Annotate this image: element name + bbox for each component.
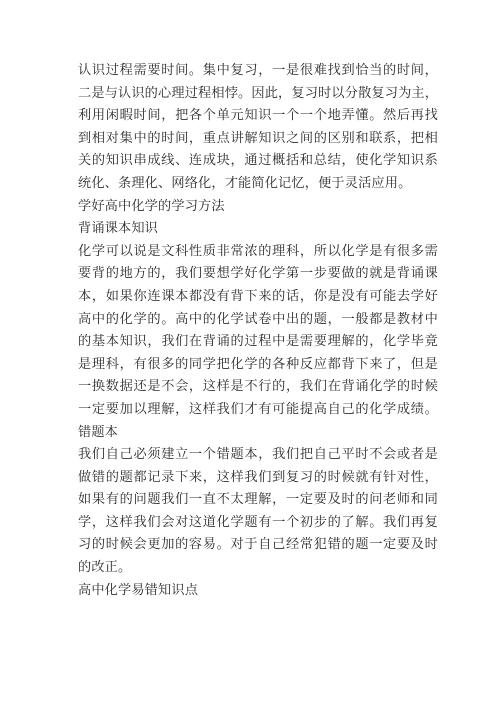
paragraph-line: 学，这样我们会对这道化学题有一个初步的了解。我们再复: [78, 514, 438, 530]
paragraph-line: 我们自己必须建立一个错题本，我们把自己平时不会或者是: [78, 447, 438, 463]
paragraph-line: 本，如果你连课本都没有背下来的话，你是没有可能去学好: [78, 288, 438, 304]
section-heading: 学好高中化学的学习方法: [78, 198, 225, 214]
paragraph-line: 统化、条理化、网络化，才能简化记忆，便于灵活应用。: [78, 175, 412, 191]
paragraph-line: 化学可以说是文科性质非常浓的理科，所以化学是有很多需: [78, 243, 438, 259]
paragraph-line: 的基本知识，我们在背诵的过程中是需要理解的，化学毕竟: [78, 334, 438, 350]
paragraph-line: 的改正。: [78, 560, 132, 576]
section-heading: 背诵课本知识: [78, 221, 159, 237]
paragraph-line: 一定要加以理解，这样我们才有可能提高自己的化学成绩。: [78, 401, 438, 417]
section-heading: 高中化学易错知识点: [78, 582, 199, 598]
paragraph-line: 关的知识串成线、连成块，通过概括和总结，使化学知识系: [78, 153, 438, 169]
paragraph-line: 认识过程需要时间。集中复习，一是很难找到恰当的时间，: [78, 63, 438, 78]
paragraph-line: 一换数据还是不会，这样是不行的，我们在背诵化学的时候: [78, 379, 438, 395]
paragraph-line: 利用闲暇时间，把各个单元知识一个一个地弄懂。然后再找: [78, 108, 438, 124]
paragraph-line: 做错的题都记录下来，这样我们到复习的时候就有针对性，: [78, 469, 438, 485]
paragraph-line: 到相对集中的时间，重点讲解知识之间的区别和联系，把相: [78, 130, 438, 146]
section-heading: 错题本: [78, 424, 119, 440]
paragraph-line: 习的时候会更加的容易。对于自己经常犯错的题一定要及时: [78, 537, 438, 553]
document-body: [78, 60, 438, 602]
paragraph-line: 要背的地方的，我们要想学好化学第一步要做的就是背诵课: [78, 266, 438, 282]
paragraph-line: 二是与认识的心理过程相悖。因此，复习时以分散复习为主，: [78, 85, 438, 101]
paragraph-line: 是理科，有很多的同学把化学的各种反应都背下来了，但是: [78, 356, 438, 372]
paragraph-line: 如果有的问题我们一直不太理解，一定要及时的问老师和同: [78, 492, 438, 508]
paragraph-line: 高中的化学的。高中的化学试卷中出的题，一般都是教材中: [78, 311, 438, 327]
